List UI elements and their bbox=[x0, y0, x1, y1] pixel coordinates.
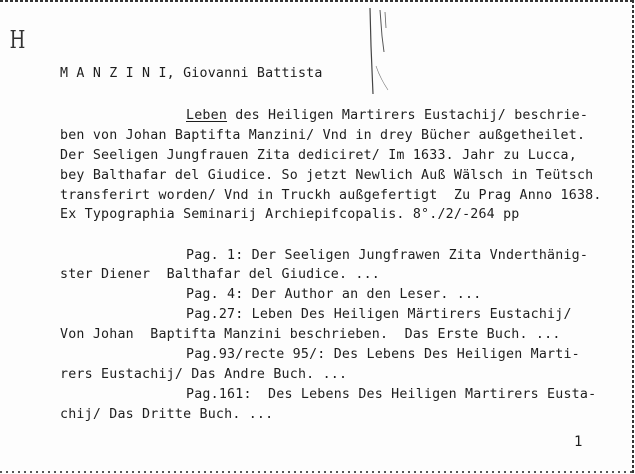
contents-line-8: Pag.161: Des Lebens Des Heiligen Martirers Eusta- bbox=[186, 387, 597, 402]
card-bottom-edge bbox=[0, 471, 635, 473]
page-number: 1 bbox=[574, 434, 583, 450]
entry-line-3: Der Seeligen Jungfrauen Zita dediciret/ Im 1633. Jahr zu Lucca, bbox=[60, 148, 577, 163]
entry-line-4: bey Balthafar del Giudice. So jetzt Newlich Auß Wälsch in Teütsch bbox=[60, 168, 594, 183]
contents-line-2: ster Diener Balthafar del Giudice. ... bbox=[60, 267, 381, 282]
contents-line-9: chij/ Das Dritte Buch. ... bbox=[60, 407, 274, 422]
entry-line-1 bbox=[186, 108, 588, 124]
title-word: Leben bbox=[186, 108, 228, 123]
contents-line-4: Pag.27: Leben Des Heiligen Märtirers Eustachij/ bbox=[186, 307, 572, 322]
contents-line-6: Pag.93/recte 95/: Des Lebens Des Heiligen Marti- bbox=[186, 347, 580, 362]
entry-line-6: Ex Typographia Seminarij Archiepifcopalis. 8°./2/-264 pp bbox=[60, 207, 520, 222]
contents-line-3: Pag. 4: Der Author an den Leser. ... bbox=[186, 287, 482, 302]
contents-line-1: Pag. 1: Der Seeligen Jungfrawen Zita Vnderthänig- bbox=[186, 248, 589, 263]
paper-crease-mark bbox=[358, 6, 398, 96]
card-top-edge bbox=[0, 0, 635, 2]
author-heading: M A N Z I N I, Giovanni Battista bbox=[60, 66, 323, 81]
entry-line-5: transferirt worden/ Vnd in Truckh außgefertigt Zu Prag Anno 1638. bbox=[60, 188, 602, 203]
entry-line-2: ben von Johan Baptifta Manzini/ Vnd in drey Bücher außgetheilet. bbox=[60, 128, 586, 143]
handwritten-margin-mark: H bbox=[9, 26, 26, 54]
card-right-edge bbox=[632, 0, 634, 474]
contents-line-5: Von Johan Baptifta Manzini beschrieben. Das Erste Buch. ... bbox=[60, 327, 561, 342]
entry-line-1-rest: des Heiligen Martirers Eustachij/ beschrie- bbox=[227, 108, 589, 123]
contents-line-7: rers Eustachij/ Das Andre Buch. ... bbox=[60, 367, 348, 382]
